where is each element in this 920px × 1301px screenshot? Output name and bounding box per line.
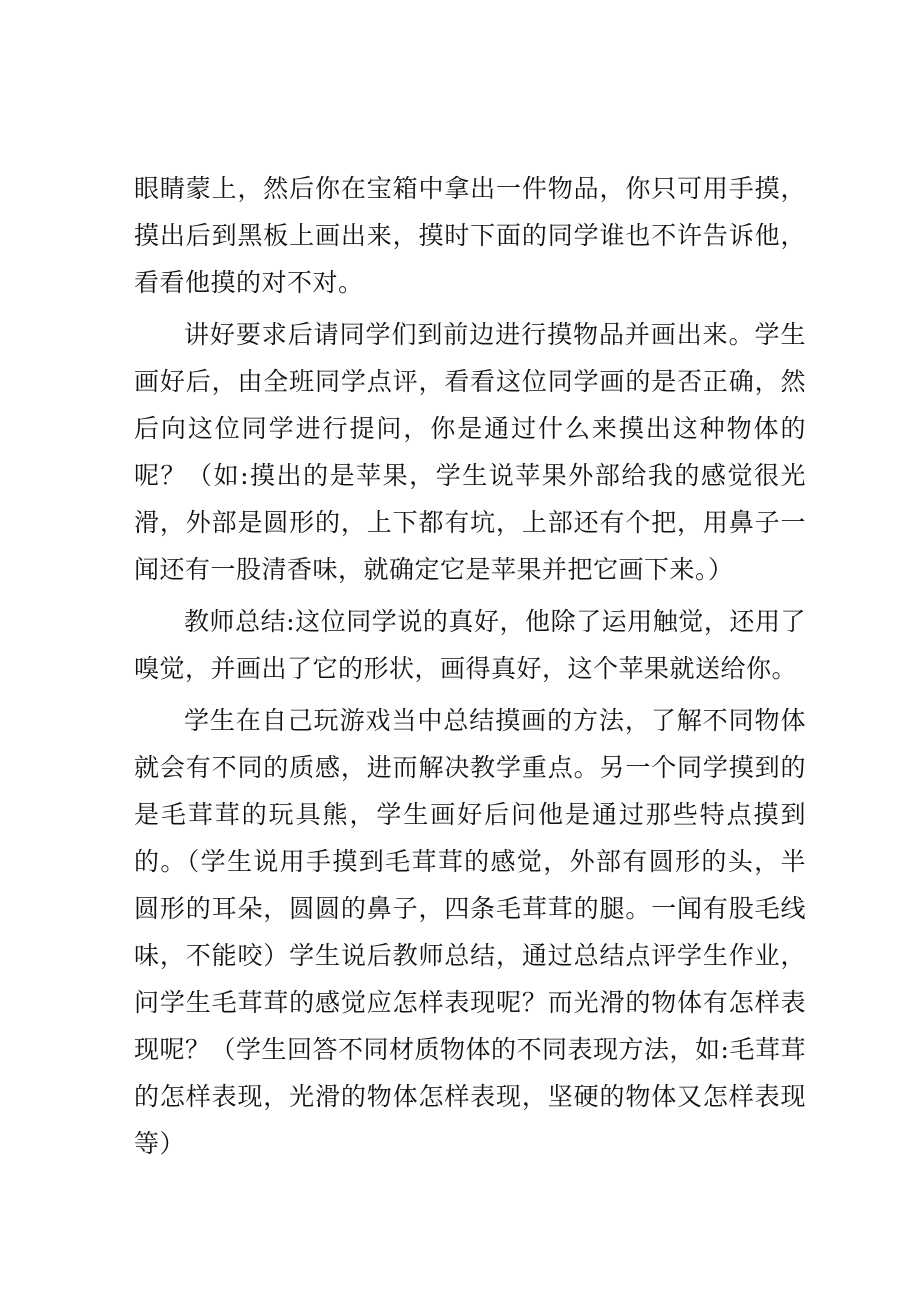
paragraph-3: 教师总结:这位同学说的真好，他除了运用触觉，还用了嗅觉，并画出了它的形状，画得真好，这个苹果就送给你。 — [134, 607, 806, 683]
document-body — [134, 165, 806, 1172]
paragraph-2: 讲好要求后请同学们到前边进行摸物品并画出来。学生画好后，由全班同学点评，看看这位同学画的是否正确，然后向这位同学进行提问，你是通过什么来摸出这种物体的呢？（如:摸出的是苹果，学生说苹果外部给我的感觉很光滑，外部是圆形的，上下都有坑，上部还有个把，用鼻子一闻还有一股清香味，就确定它是苹果并把它画下来。） — [134, 320, 806, 584]
paragraph-1: 眼睛蒙上，然后你在宝箱中拿出一件物品，你只可用手摸，摸出后到黑板上画出来，摸时下面的同学谁也不许告诉他，看看他摸的对不对。 — [134, 174, 806, 297]
paragraph-4: 学生在自己玩游戏当中总结摸画的方法，了解不同物体就会有不同的质感，进而解决教学重点。另一个同学摸到的是毛茸茸的玩具熊，学生画好后问他是通过那些特点摸到的。（学生说用手摸到毛茸茸的感觉，外部有圆形的头，半圆形的耳朵，圆圆的鼻子，四条毛茸茸的腿。一闻有股毛线味，不能咬）学生说后教师总结，通过总结点评学生作业，问学生毛茸茸的感觉应怎样表现呢？而光滑的物体有怎样表现呢？（学生回答不同材质物体的不同表现方法，如:毛茸茸的怎样表现，光滑的物体怎样表现，坚硬的物体又怎样表现等） — [134, 706, 806, 1158]
